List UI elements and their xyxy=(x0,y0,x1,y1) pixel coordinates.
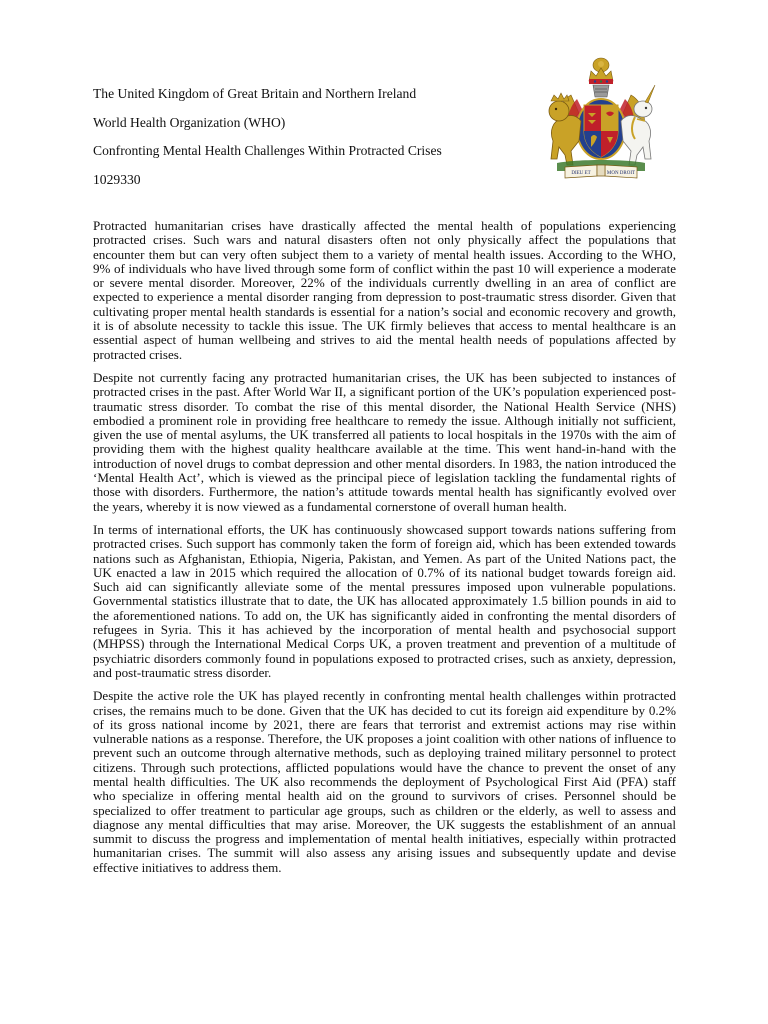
paragraph-proposals: Despite the active role the UK has played recently in confronting mental health challenges within protracted crises, the remains much to be done. Given that the UK has decided to cut its foreign aid expenditure by 0.2% of its gross national income by 2021, there are fears that terrorist and extremist actions may rise within vulnerable nations as a response. Therefore, the UK proposes a joint coalition with other nations of influence to prevent such an outcome through alternative methods, such as deploying trained military personnel to protect citizens. Through such protections, afflicted populations would have the chance to prevent the onset of any mental health difficulties. The UK also recommends the deployment of Psychological First Aid (PFA) staff who specialize in offering mental health aid on the ground to survivors of crises. Personnel should be specialized to offer treatment to particular age groups, such as children or the elderly, as well to assess and diagnose any mental difficulties that may arise. Moreover, the UK suggests the establishment of an annual summit to discuss the progress and implementation of mental health initiatives, especially within protracted humanitarian crises. The summit will also assess any arising issues and subsequently update and devise effective initiatives to address them. xyxy=(93,688,676,875)
motto-left: DIEU ET xyxy=(571,171,591,176)
royal-coat-of-arms-icon xyxy=(527,55,675,183)
committee-name: World Health Organization (WHO) xyxy=(93,114,286,130)
delegate-id: 1029330 xyxy=(93,171,141,187)
motto-right: MON DROIT xyxy=(606,171,636,176)
paragraph-international-efforts: In terms of international efforts, the UK has continuously showcased support towards nations suffering from protracted crises. Such support has commonly taken the form of foreign aid, which has been extended towards nations such as Afghanistan, Ethiopia, Nigeria, Pakistan, and Yemen. As part of the United Nations pact, the UK enacted a law in 2015 which required the allocation of 0.7% of its national budget towards foreign aid. Such aid can significantly alleviate some of the mental pressures imposed upon vulnerable populations. Governmental statistics illustrate that to date, the UK has allocated approximately 1.5 billion pounds in aid to the aforementioned nations. To add on, the UK has significantly aided in confronting the mental disorders of refugees in Syria. This it has achieved by the incorporation of mental health and psychosocial support (MHPSS) through the International Medical Corps UK, a proven treatment and prevention of a multitude of psychiatric disorders commonly found in populations exposed to protracted crises, such as anxiety, depression, and post-traumatic stress disorder. xyxy=(93,521,676,680)
position-paper-body xyxy=(93,219,676,884)
paragraph-introduction: Protracted humanitarian crises have drastically affected the mental health of populations experiencing protracted crises. Such wars and natural disasters often not only physically affect the populations that encounter them but can very often subject them to a variety of mental health issues. According to the WHO, 9% of individuals who have lived through some form of conflict within the past 10 will experience a moderate or severe mental disorder. Moreover, 22% of the individuals currently dwelling in an area of conflict are expected to experience a mental disorder ranging from depression to post-traumatic stress disorder. Given that cultivating proper mental health standards is essential for a nation’s social and economic recovery and growth, it is of absolute necessity to tackle this issue. The UK firmly believes that access to mental healthcare is an essential aspect of human wellbeing and strives to aid the mental health needs of populations affected by protracted crises. xyxy=(93,218,676,362)
paragraph-domestic-history: Despite not currently facing any protracted humanitarian crises, the UK has been subjected to instances of protracted crises in the past. After World War II, a significant portion of the UK’s population experienced post-traumatic stress disorder. To combat the rise of this mental disorder, the National Health Service (NHS) embodied a prominent role in providing free healthcare to remedy the issue. Although initially not sufficient, given the use of mental asylums, the UK transferred all patients to local hospitals in the 1970s with the aim of providing them with the highest quality healthcare available at the time. This went hand-in-hand with the introduction of novel drugs to combat depression and other mental disorders. In 1983, the nation introduced the ‘Mental Health Act’, which is viewed as the principal piece of legislation tackling the fundamental rights of those with disorders. Furthermore, the nation’s attitude towards mental health has significantly evolved over the years, whereby it is now viewed as a fundamental cornerstone of overall human health. xyxy=(93,369,676,514)
country-name: The United Kingdom of Great Britain and Northern Ireland xyxy=(93,86,417,101)
document-header xyxy=(93,86,442,200)
topic-title: Confronting Mental Health Challenges Within Protracted Crises xyxy=(93,143,442,158)
